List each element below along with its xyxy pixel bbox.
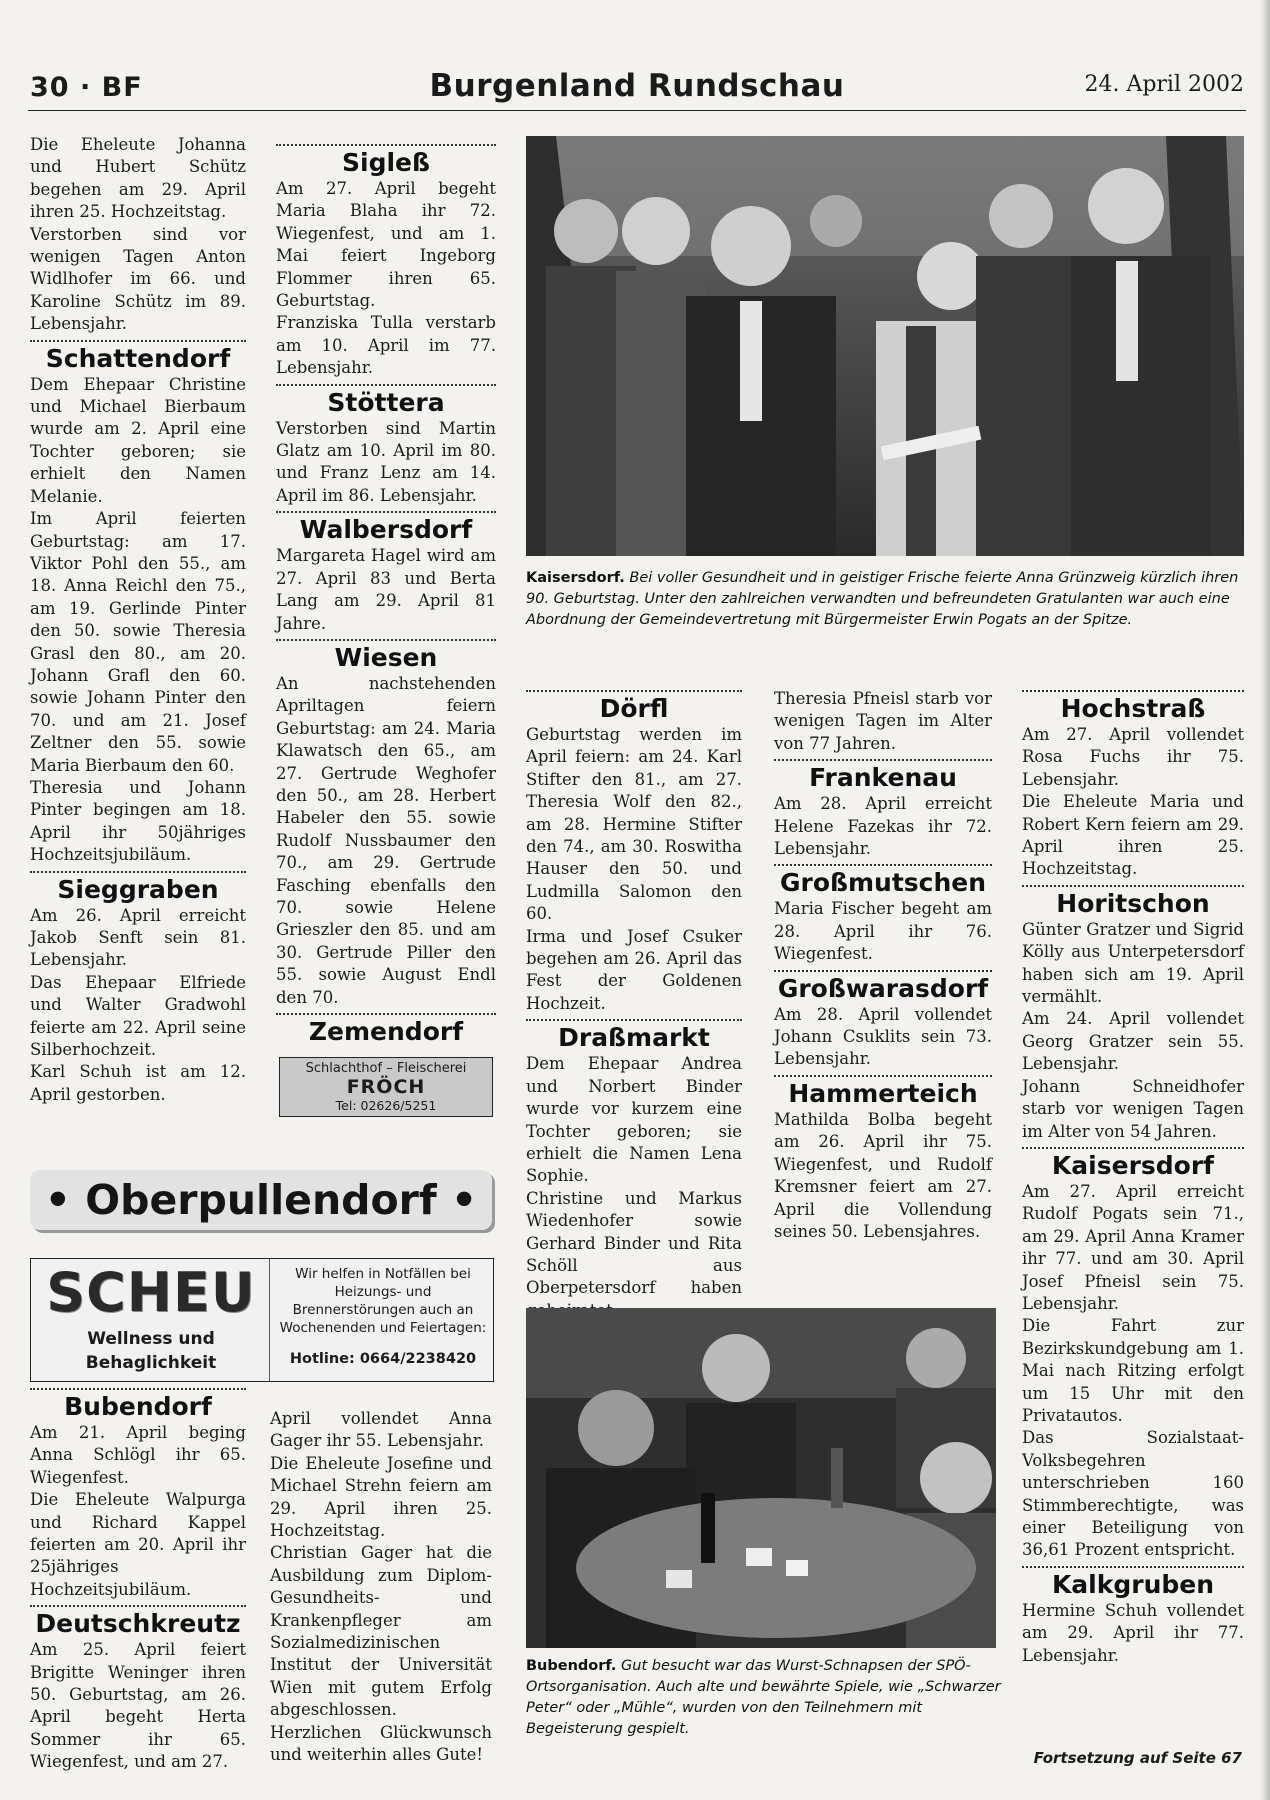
dotted-divider — [276, 639, 496, 641]
dotted-divider — [526, 1019, 742, 1021]
photo-bubendorf-image — [526, 1308, 996, 1648]
heading-drassmarkt: Draßmarkt — [558, 1023, 710, 1053]
photo-kaisersdorf-image — [526, 136, 1244, 556]
article-paragraph: Die Eheleute Walpurga und Richard Kappel feierten am 20. April ihr 25jähriges Hochzeitsjubiläum. — [30, 1490, 246, 1599]
article-paragraph: Maria Fischer begeht am 28. April ihr 76. Wiegenfest. — [774, 899, 992, 964]
column-1 — [30, 134, 246, 1106]
article-paragraph: Johann Schneidhofer starb vor wenigen Tagen im Alter von 54 Jahren. — [1022, 1076, 1244, 1141]
dotted-divider — [276, 1013, 496, 1015]
dotted-divider — [1022, 885, 1244, 887]
article-paragraph: Am 27. April erreicht Rudolf Pogats sein 71., am 29. April Anna Kramer ihr 77. und am 30. April Josef Pfneisl sein 75. Lebensjahr. — [1022, 1181, 1244, 1313]
column-4 — [774, 688, 992, 1243]
article-paragraph: Am 26. April erreicht Jakob Senft sein 81. Lebensjahr. — [30, 905, 246, 970]
article-paragraph: Am 27. April begeht Maria Blaha ihr 72. Wiegenfest, und am 1. Mai feiert Ingeborg Flommer ihren 65. Geburtstag. — [276, 179, 496, 311]
caption-place: Bubendorf. — [526, 1658, 617, 1674]
heading-sigless: Sigleß — [342, 148, 430, 177]
heading-hammerteich: Hammerteich — [788, 1078, 978, 1108]
column-2 — [276, 134, 496, 1117]
heading-doerfl: Dörfl — [599, 694, 669, 723]
dotted-divider — [30, 1388, 246, 1390]
dotted-divider — [30, 871, 246, 873]
ad-divider — [269, 1259, 270, 1381]
article-paragraph: Im April feierten Geburtstag: am 17. Viktor Pohl den 55., am 18. Anna Reichl den 75., am 19. Gerlinde Pinter den 50. sowie Theresia Grasl den 80., am 20. Johann Grafl den 60. sowie Johann Pinter den 70. und am 21. Josef Zeltner den 55. sowie Maria Bierbaum den 60. — [30, 509, 246, 775]
heading-bubendorf: Bubendorf — [64, 1392, 212, 1421]
scheu-hotline: Hotline: 0664/2238420 — [289, 1351, 477, 1367]
caption-text: Gut besucht war das Wurst-Schnapsen der SPÖ-Ortsorganisation. Auch alte und bewährte Spiele, wie „Schwarzer Peter“ oder „Mühle“, wurden von den Teilnehmern mit Begeisterung gespielt. — [526, 1658, 1001, 1737]
scheu-tagline: Wellness und Behaglichkeit — [85, 1329, 217, 1373]
page-number: 30 — [30, 72, 70, 103]
scheu-brand: SCHEU — [46, 1261, 256, 1324]
scheu-text: Wir helfen in Notfällen bei Heizungs- und Brennerstörungen auch an Wochenenden und Feiertagen: — [279, 1266, 487, 1336]
article-paragraph: Die Eheleute Josefine und Michael Strehn feiern am 29. April ihren 25. Hochzeitstag. — [270, 1453, 492, 1541]
photo-bubendorf-caption — [526, 1656, 1002, 1740]
article-paragraph: Franziska Tulla verstarb am 10. April im 77. Lebensjahr. — [276, 313, 496, 378]
butcher-ad — [279, 1057, 493, 1117]
column-3 — [526, 686, 742, 1322]
dotted-divider — [774, 759, 992, 761]
section-banner-oberpullendorf: • Oberpullendorf • — [30, 1170, 492, 1230]
heading-schattendorf: Schattendorf — [45, 343, 231, 373]
heading-zemendorf: Zemendorf — [308, 1017, 464, 1046]
heading-wiesen: Wiesen — [334, 642, 438, 672]
article-paragraph: Am 28. April erreicht Helene Fazekas ihr 72. Lebensjahr. — [774, 794, 992, 859]
article-paragraph: Das Ehepaar Elfriede und Walter Gradwohl feierte am 22. April seine Silberhochzeit. — [30, 972, 246, 1060]
butcher-ad-phone: Tel: 02626/5251 — [335, 1098, 437, 1113]
page-edge — [1260, 0, 1270, 1800]
bullet-separator: · — [79, 72, 92, 103]
article-paragraph: Karl Schuh ist am 12. April gestorben. — [30, 1062, 246, 1104]
column-5 — [1022, 686, 1244, 1667]
dotted-divider — [774, 970, 992, 972]
heading-grosswarasdorf: Großwarasdorf — [777, 973, 989, 1003]
caption-place: Kaisersdorf. — [526, 570, 625, 586]
dotted-divider — [30, 1605, 246, 1607]
article-paragraph: Die Eheleute Maria und Robert Kern feiern am 29. April ihren 25. Hochzeitstag. — [1022, 792, 1244, 879]
article-paragraph: Christian Gager hat die Ausbildung zum Diplom-Gesundheits- und Krankenpfleger am Sozialmedizinischen Institut der Universität Wien mit gutem Erfolg abgeschlossen. Herzlichen Glückwunsch und weiterhin alles Gute! — [270, 1543, 492, 1765]
dotted-divider — [1022, 1566, 1244, 1568]
article-paragraph: Die Eheleute Johanna und Hubert Schütz begehen am 29. April ihren 25. Hochzeitstag. — [30, 135, 246, 222]
dotted-divider — [526, 690, 742, 692]
section-code: BF — [101, 72, 143, 103]
article-paragraph: Am 27. April vollendet Rosa Fuchs ihr 75. Lebensjahr. — [1022, 725, 1244, 789]
dotted-divider — [774, 864, 992, 866]
heading-frankenau: Frankenau — [809, 763, 957, 793]
article-paragraph: April vollendet Anna Gager ihr 55. Lebensjahr. — [270, 1409, 492, 1451]
photo-kaisersdorf — [526, 136, 1244, 556]
photo-kaisersdorf-caption — [526, 568, 1246, 631]
continuation-note: Fortsetzung auf Seite 67 — [1033, 1749, 1242, 1767]
article-paragraph: Am 28. April vollendet Johann Csuklits sein 73. Lebensjahr. — [774, 1004, 992, 1069]
caption-text: Bei voller Gesundheit und in geistiger Frische feierte Anna Grünzweig kürzlich ihren 90. Geburtstag. Unter den zahlreichen verwandten und befreundeten Gratulanten war auch eine Abordnung der Gemeindevertretung mit Bürgermeister Erwin Pogats an der Spitze. — [526, 570, 1239, 628]
dotted-divider — [30, 340, 246, 342]
article-paragraph: Am 24. April vollendet Georg Gratzer sein 55. Lebensjahr. — [1022, 1009, 1244, 1074]
heading-walbersdorf: Walbersdorf — [299, 515, 473, 545]
article-paragraph: Theresia und Johann Pinter begingen am 18. April ihr 50jähriges Hochzeitsjubiläum. — [30, 777, 246, 865]
article-paragraph: Die Fahrt zur Bezirkskundgebung am 1. Mai nach Ritzing erfolgt um 15 Uhr mit den Privatautos. — [1022, 1316, 1244, 1425]
heading-kaisersdorf: Kaisersdorf — [1051, 1150, 1215, 1180]
article-paragraph: Dem Ehepaar Christine und Michael Bierbaum wurde am 2. April eine Tochter geboren; sie erhielt den Namen Melanie. — [30, 374, 246, 506]
dotted-divider — [276, 144, 496, 146]
article-paragraph: Am 25. April feiert Brigitte Weninger ihren 50. Geburtstag, am 26. April begeht Herta Sommer ihr 65. Wiegenfest, und am 27. — [30, 1640, 246, 1772]
article-paragraph: Geburtstag werden im April feiern: am 24. Karl Stifter den 81., am 27. Theresia Wolf den 82., am 28. Hermine Stifter den 74., am 30. Roswitha Hauser den 50. und Ludmilla Salomon den 60. — [526, 725, 742, 924]
article-paragraph: Dem Ehepaar Andrea und Norbert Binder wurde vor kurzem eine Tochter geboren; sie erhielt die Namen Lena Sophie. — [526, 1054, 742, 1186]
dotted-divider — [1022, 1147, 1244, 1149]
heading-hochstrass: Hochstraß — [1060, 694, 1206, 723]
dotted-divider — [1022, 690, 1244, 692]
article-paragraph: Theresia Pfneisl starb vor wenigen Tagen im Alter von 77 Jahren. — [774, 689, 992, 753]
article-paragraph: Verstorben sind Martin Glatz am 10. April im 80. und Franz Lenz am 14. April im 86. Lebensjahr. — [276, 418, 496, 505]
dotted-divider — [276, 511, 496, 513]
heading-deutschkreutz: Deutschkreutz — [35, 1609, 241, 1639]
masthead — [28, 66, 1246, 111]
article-paragraph: Mathilda Bolba begeht am 26. April ihr 75. Wiegenfest, und Rudolf Kremsner feiert am 27. April die Vollendung seines 50. Lebensjahres. — [774, 1109, 992, 1241]
article-paragraph: Christine und Markus Wiedenhofer sowie Gerhard Binder und Rita Schöll aus Oberpetersdorf haben — [526, 1188, 742, 1298]
butcher-ad-line: Schlachthof – Fleischerei — [305, 1061, 467, 1076]
heading-stoettera: Stöttera — [327, 387, 445, 417]
article-paragraph: Das Sozialstaat-Volksbegehren unterschrieben 160 Stimmberechtigte, was einer Beteiligung von 36,61 Prozent entspricht. — [1022, 1428, 1244, 1560]
heading-horitschon: Horitschon — [1056, 888, 1210, 918]
dotted-divider — [276, 384, 496, 386]
paper-title: Burgenland Rundschau — [429, 68, 845, 104]
bottom-column-1 — [30, 1384, 246, 1774]
article-paragraph: An nachstehenden Apriltagen feiern Geburtstag: am 24. Maria Klawatsch den 65., am 27. Gertrude Weghofer den 50., am 28. Herbert Habeler den 55. sowie Rudolf Nussbaumer den 70., am 29. Gertrude Fasching ebenfalls den 70. sowie Helene Grieszler den 85. und am 30. Gertrude Piller den 55. sowie August Endl den 70. — [276, 673, 496, 1007]
scheu-ad — [30, 1258, 494, 1382]
article-paragraph: Günter Gratzer und Sigrid Kölly aus Unterpetersdorf haben sich am 19. April vermählt. — [1022, 919, 1244, 1007]
heading-kalkgruben: Kalkgruben — [1051, 1569, 1215, 1599]
article-paragraph: Hermine Schuh vollendet am 29. April ihr 77. Lebensjahr. — [1022, 1600, 1244, 1665]
article-paragraph: Am 21. April beging Anna Schlögl ihr 65. Wiegenfest. — [30, 1423, 246, 1487]
butcher-ad-brand: FRÖCH — [346, 1076, 426, 1098]
dotted-divider — [774, 1075, 992, 1077]
heading-grossmutschen: Großmutschen — [779, 868, 987, 898]
bottom-column-2 — [270, 1408, 492, 1767]
issue-date: 24. April 2002 — [1084, 72, 1244, 97]
article-paragraph: Margareta Hagel wird am 27. April 83 und Berta Lang am 29. April 81 Jahre. — [276, 546, 496, 633]
heading-sieggraben: Sieggraben — [57, 874, 219, 904]
article-paragraph: Verstorben sind vor wenigen Tagen Anton Widlhofer im 66. und Karoline Schütz im 89. Lebensjahr. — [30, 224, 246, 334]
article-paragraph: Irma und Josef Csuker begehen am 26. April das Fest der Goldenen Hochzeit. — [526, 926, 742, 1013]
photo-bubendorf — [526, 1308, 996, 1648]
